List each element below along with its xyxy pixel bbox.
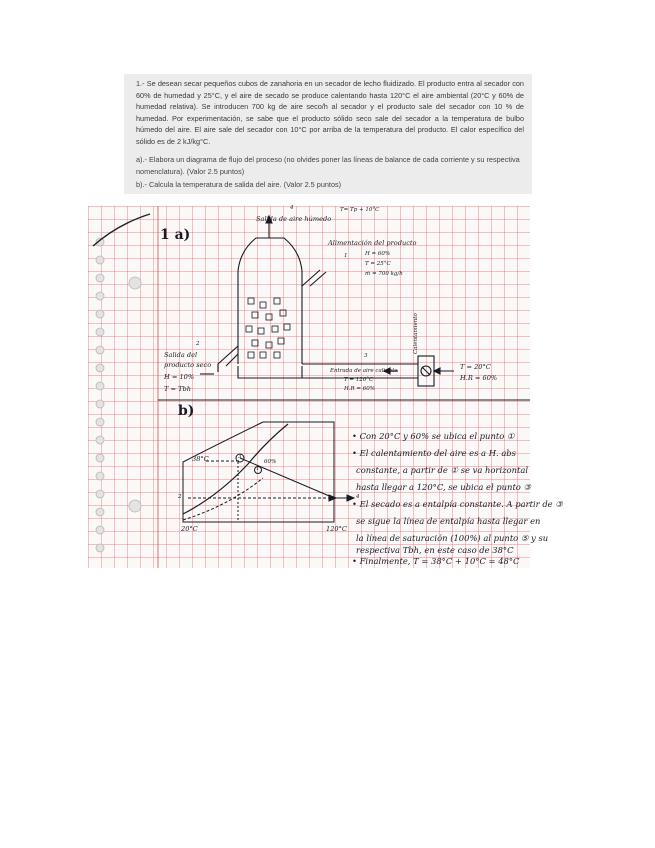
chart-point-1: 1 (256, 466, 260, 472)
chart-x-left-label: 20°C (181, 525, 198, 533)
note-line-3: constante, a partir de ① se va horizontal (356, 465, 529, 475)
feed-mass-flow: ṁ = 700 kg/h (365, 271, 403, 277)
problem-statement: 1.- Se desean secar pequeños cubos de zanahoria en un secador de lecho fluidizado. El producto entra al secador con 60% de humedad y 25°C, y el aire de secado se produce calentando hasta 120°C el aire ambiental (20°C y 60% de humedad relativa). Se introducen 700 kg de aire seco/h al secador y el producto sale del secador con 10 % de humedad. Por experimentación, se sabe que el producto sólido seco sale del secador a la temperatura de bulbo húmedo del aire. El aire sale del secador con 10°C por arriba de la temperatura del producto. El calor específico del sólido es de 2 kJ/kg°C. (136, 79, 524, 146)
stream-number-3: 3 (364, 353, 368, 359)
chart-rh-60-label: 60% (264, 459, 277, 465)
section-b-heading: b) (178, 403, 195, 419)
note-line-1: • Con 20°C y 60% se ubica el punto ① (352, 431, 515, 441)
heater-label: Calentamiento (413, 313, 419, 354)
product-outlet-label-1: Salida del (164, 351, 198, 359)
chart-point-4: 4 (356, 494, 360, 500)
feed-humidity: H = 60% (365, 251, 391, 257)
chart-point-2: 2 (178, 494, 182, 500)
psychrometric-sketch (183, 422, 354, 522)
handwritten-answer-sheet (88, 205, 563, 568)
chart-point-3: 3 (238, 454, 242, 460)
ambient-air-temperature: T = 20°C (460, 363, 491, 371)
air-outlet-label: Salida de aire húmedo (256, 215, 332, 223)
outlet-temperature-formula: T= Tp + 10°C (340, 207, 380, 213)
note-line-4: hasta llegar a 120°C, se ubica el punto ③ (356, 482, 532, 492)
note-line-7: la línea de saturación (100%) al punto ⑤ y su (356, 533, 549, 543)
note-line-5: • El secado es a entalpía constante. A partir de ③ (352, 499, 563, 509)
section-a-heading: 1 a) (160, 227, 191, 243)
hot-air-temperature: T = 120°C (344, 377, 374, 383)
chart-wet-bulb-temp: 38°C (192, 455, 209, 463)
stream-number-2: 2 (196, 341, 200, 347)
ambient-air-humidity: H.R = 60% (460, 374, 498, 382)
problem-statement-box (124, 74, 532, 194)
stream-number-1: 1 (344, 253, 348, 259)
hot-air-humidity: H.R = 60% (344, 386, 376, 392)
note-line-8: respectiva Tbh, en este caso de 38°C (356, 545, 514, 555)
feed-label: Alimentación del producto (328, 239, 417, 247)
product-outlet-temperature: T = Tbh (164, 385, 191, 393)
feed-temperature: T = 25°C (365, 261, 391, 267)
note-line-6: se sigue la línea de entalpía hasta llegar en (356, 516, 541, 526)
notebook-holes (96, 238, 141, 552)
note-line-2: • El calentamiento del aire es a H. abs (352, 448, 516, 458)
question-b: b).- Calcula la temperatura de salida del aire. (Valor 2.5 puntos) (136, 180, 342, 189)
question-a: a).- Elabora un diagrama de flujo del proceso (no olvides poner las líneas de balance de cada corriente y su respectiva nomenclatura). (Valor 2.5 puntos) (136, 155, 520, 176)
hot-air-inlet-label: Entrada de aire caliente (330, 368, 398, 374)
stream-number-4: 4 (290, 205, 294, 211)
note-line-9: • Finalmente, T = 38°C + 10°C = 48°C (352, 556, 520, 566)
product-outlet-label-2: producto seco (164, 361, 212, 369)
product-outlet-humidity: H = 10% (164, 373, 195, 381)
sketch-drawing (88, 206, 530, 568)
chart-x-right-label: 120°C (326, 525, 347, 533)
